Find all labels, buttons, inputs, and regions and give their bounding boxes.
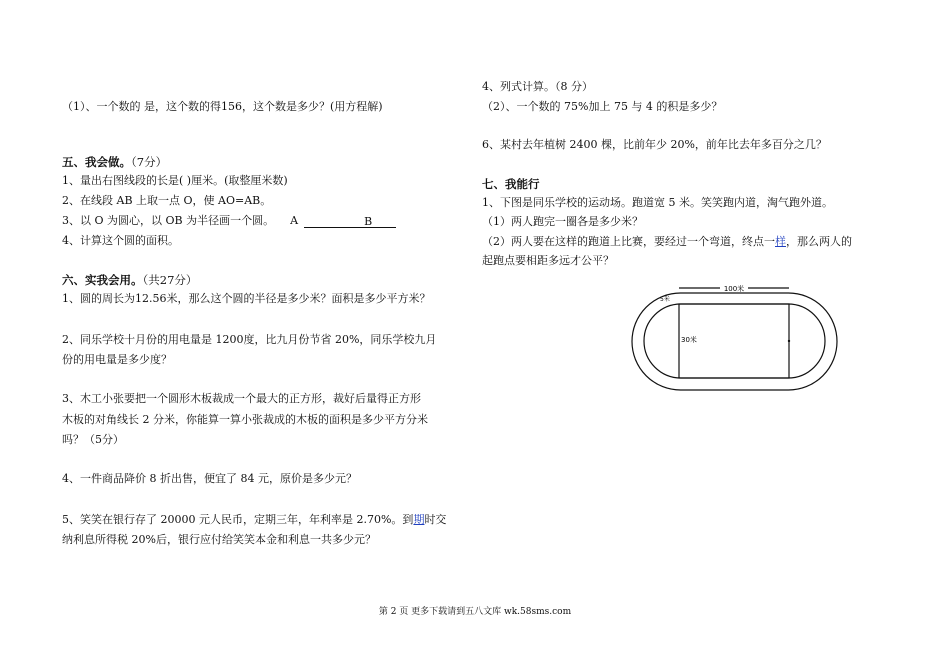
label-100m: 100米 [723, 285, 745, 293]
label-30m: 30米 [681, 336, 697, 344]
segment-ab [304, 215, 396, 228]
track-outer-lane [632, 293, 837, 390]
s5-item-1: 1、量出右图线段的长是( )厘米。(取整厘米数) [62, 174, 288, 187]
segment-label-b: B [364, 215, 373, 228]
s6-q5-link[interactable]: 期 [413, 513, 425, 526]
s7-line-3-link[interactable]: 样 [775, 235, 786, 248]
question-1-equation: （1）、一个数的 是，这个数的得156，这个数是多少？(用方程解) [62, 100, 383, 113]
s6-question-3-line-3: 吗？（5分） [62, 433, 124, 446]
s6-q5-text-b: 时交 [424, 513, 447, 526]
s6-question-2-line-1: 2、同乐学校十月份的用电量是 1200度，比九月份节省 20%，同乐学校九月 [62, 333, 437, 346]
s5-item-2: 2、在线段 AB 上取一点 O，使 AO=AB。 [62, 194, 272, 207]
s7-line-2: （1）两人跑完一圈各是多少米？ [482, 215, 643, 228]
s6-question-2-line-2: 份的用电量是多少度？ [62, 353, 172, 366]
s6-question-5-line-1 [62, 513, 446, 527]
s6-question-5-line-2: 纳利息所得税 20%后，银行应付给笑笑本金和利息一共多少元？ [62, 533, 376, 546]
s4-question-6: 6、某村去年植树 2400 棵，比前年少 20%，前年比去年多百分之几？ [482, 138, 827, 151]
section-6-score: （共27分） [142, 273, 198, 287]
section-6-heading [62, 273, 197, 287]
section-7-heading: 七、我能行 [482, 177, 540, 191]
page-footer: 第 2 页 更多下载请到五八文库 wk.58sms.com [378, 607, 572, 617]
s6-question-1: 1、圆的周长为12.56米，那么这个圆的半径是多少米？面积是多少平方米？ [62, 292, 431, 305]
s6-question-4: 4、一件商品降价 8 折出售，便宜了 84 元，原价是多少元？ [62, 472, 357, 485]
s7-line-3-text-a: （2）两人要在这样的跑道上比赛，要经过一个弯道，终点一 [482, 235, 775, 248]
s6-question-3-line-2: 木板的对角线长 2 分米，你能算一算小张裁成的木板的面积是多少平方分米 [62, 413, 428, 426]
s4-question-2: （2）、一个数的 75%加上 75 与 4 的积是多少？ [482, 100, 723, 113]
finish-marker [788, 340, 790, 342]
label-5m: 5米 [660, 296, 670, 303]
section-5-score: （7分） [131, 155, 168, 169]
s6-question-3-line-1: 3、木工小张要把一个圆形木板裁成一个最大的正方形，裁好后量得正方形 [62, 392, 421, 405]
s5-item-3 [62, 214, 396, 228]
section-6-title: 六、实我会用。 [62, 273, 143, 287]
s5-item-4: 4、计算这个圆的面积。 [62, 234, 179, 247]
running-track-diagram [630, 283, 844, 395]
section-5-heading [62, 155, 167, 169]
s7-line-3-text-b: ，那么两人的 [786, 235, 852, 248]
s4-title: 4、列式计算。（8 分） [482, 80, 593, 93]
section-5-title: 五、我会做。 [62, 155, 131, 169]
segment-label-a: A [290, 214, 299, 227]
s7-line-1: 1、下图是同乐学校的运动场。跑道宽 5 米。笑笑跑内道，淘气跑外道。 [482, 196, 833, 209]
s5-item-3-text: 3、以 O 为圆心，以 OB 为半径画一个圆。 [62, 214, 275, 227]
s6-q5-text-a: 5、笑笑在银行存了 20000 元人民币，定期三年，年利率是 2.70%。到 [62, 513, 414, 526]
s7-line-3 [482, 235, 852, 249]
track-inner-lane [644, 304, 825, 378]
s7-line-4: 起跑点要相距多远才公平？ [482, 254, 614, 267]
